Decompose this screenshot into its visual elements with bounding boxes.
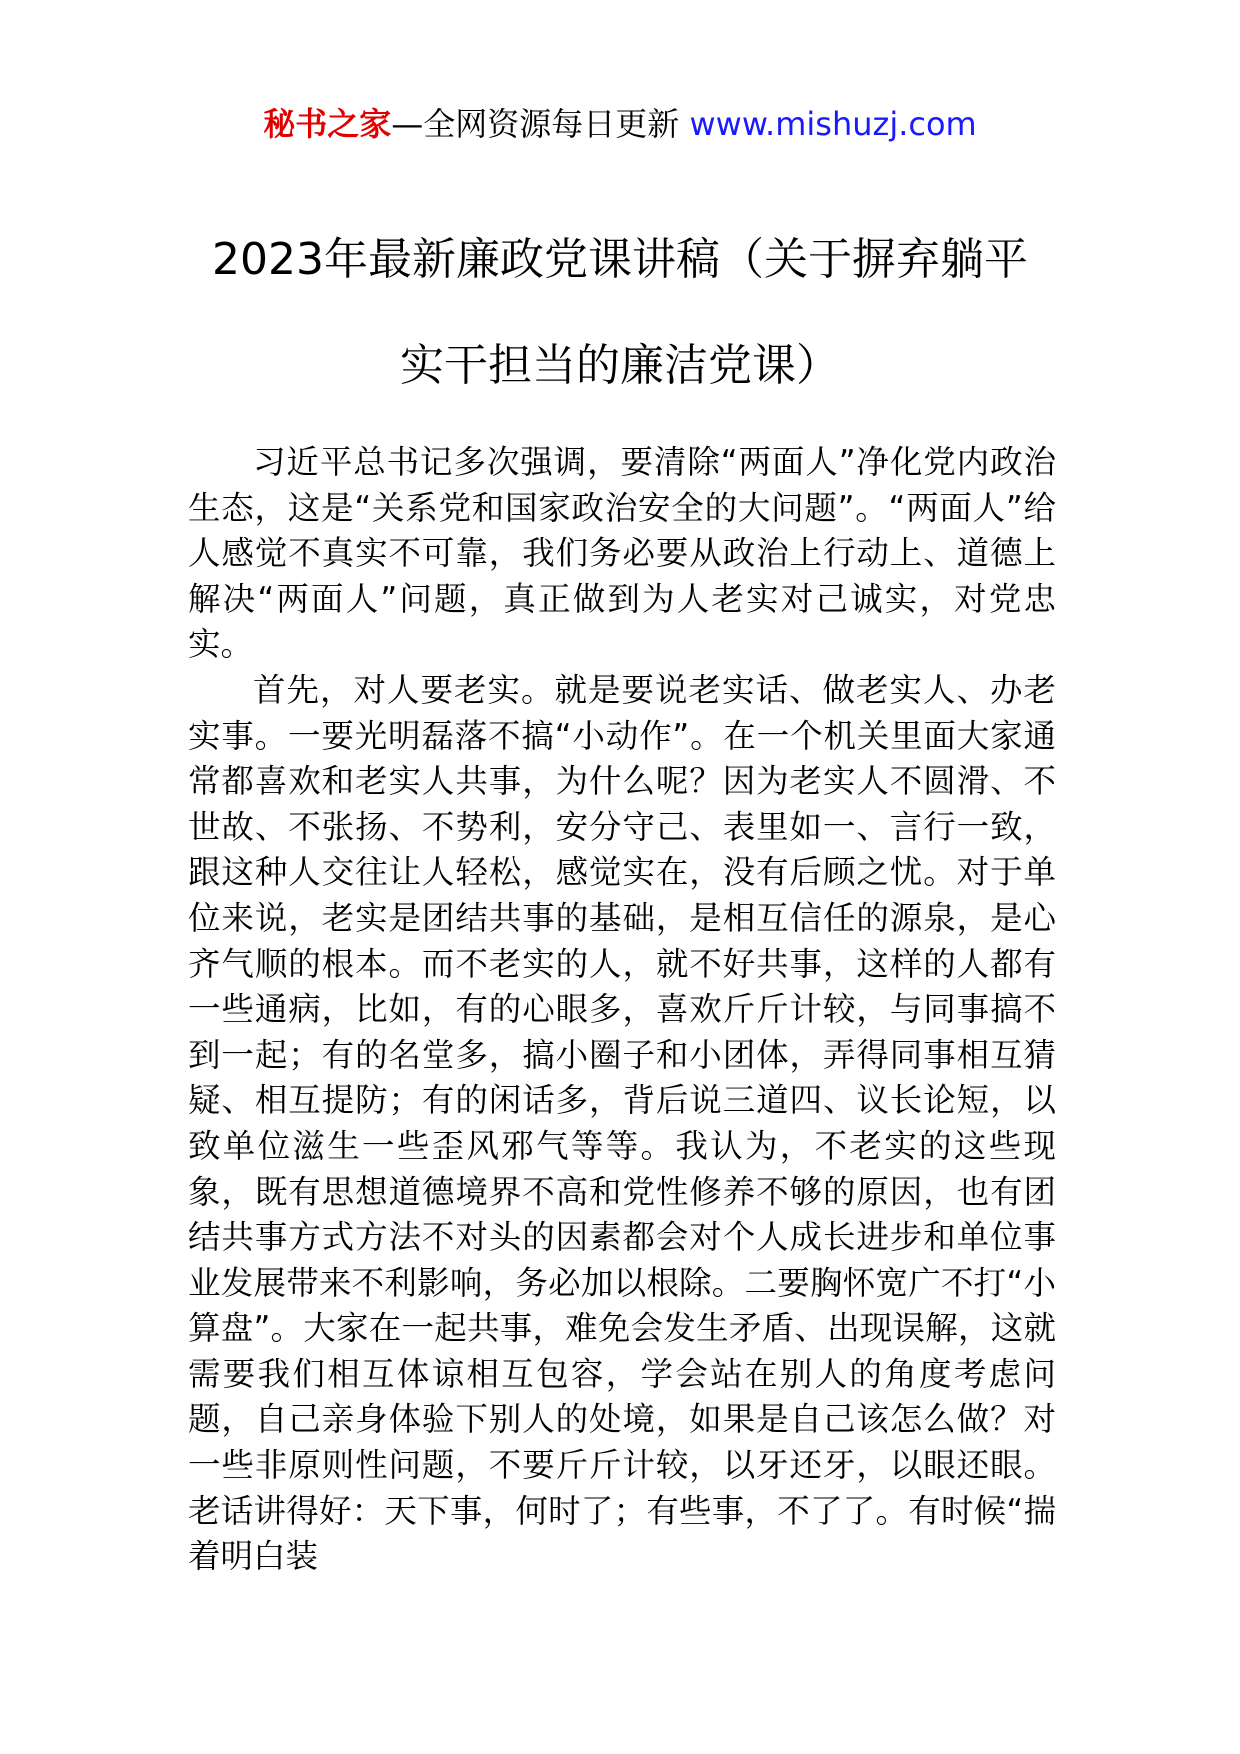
document-title-line-2: 实干担当的廉洁党课）: [400, 340, 840, 391]
site-header: [0, 100, 1240, 148]
paragraph: 首先，对人要老实。就是要说老实话、做老实人、办老实事。一要光明磊落不搞“小动作”。在一个机关里面大家通常都喜欢和老实人共事，为什么呢？因为老实人不圆滑、不世故、不张扬、不势利，安分守己、表里如一、言行一致，跟这种人交往让人轻松，感觉实在，没有后顾之忧。对于单位来说，老实是团结共事的基础，是相互信任的源泉，是心齐气顺的根本。而不老实的人，就不好共事，这样的人都有一些通病，比如，有的心眼多，喜欢斤斤计较，与同事搞不到一起；有的名堂多，搞小圈子和小团体，弄得同事相互猜疑、相互提防；有的闲话多，背后说三道四、议长论短，以致单位滋生一些歪风邪气等等。我认为，不老实的这些现象，既有思想道德境界不高和党性修养不够的原因，也有团结共事方式方法不对头的因素都会对个人成长进步和单位事业发展带来不利影响，务必加以根除。二要胸怀宽广不打“小算盘”。大家在一起共事，难免会发生矛盾、出现误解，这就需要我们相互体谅相互包容，学会站在别人的角度考虑问题，自己亲身体验下别人的处境，如果是自己该怎么做？对一些非原则性问题，不要斤斤计较，以牙还牙，以眼还眼。老话讲得好：天下事，何时了；有些事，不了了。有时候“揣着明白装: [188, 670, 1056, 1576]
site-slogan: —全网资源每日更新: [391, 105, 680, 143]
document-body: [188, 440, 1056, 1580]
document-title-line-1: 2023年最新廉政党课讲稿（关于摒弃躺平: [212, 234, 1028, 285]
document-title: [0, 230, 1240, 396]
paragraph: 习近平总书记多次强调，要清除“两面人”净化党内政治生态，这是“关系党和国家政治安全的大问题”。“两面人”给人感觉不真实不可靠，我们务必要从政治上行动上、道德上解决“两面人”问题，真正做到为人老实对己诚实，对党忠实。: [188, 443, 1056, 664]
site-brand: 秘书之家: [263, 105, 392, 143]
site-url-link[interactable]: www.mishuzj.com: [689, 105, 977, 143]
